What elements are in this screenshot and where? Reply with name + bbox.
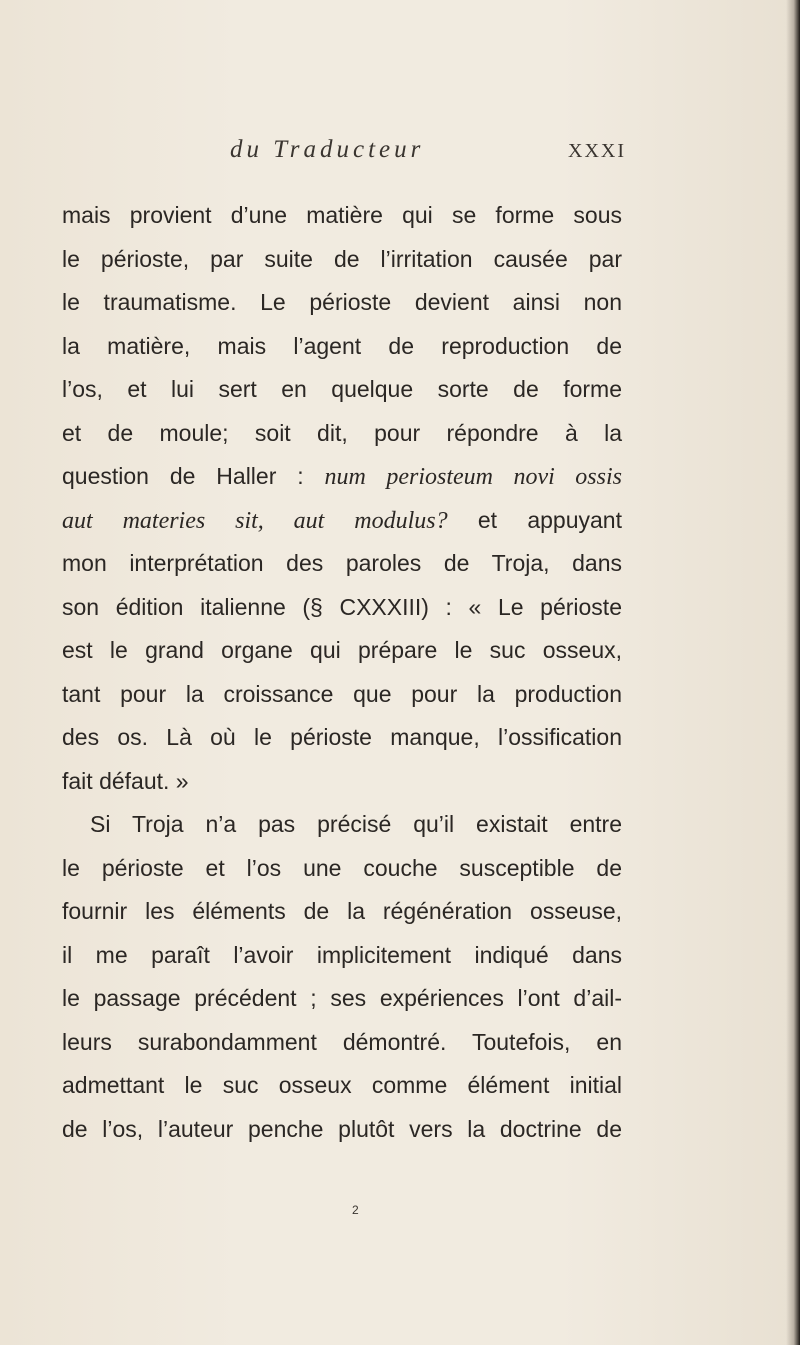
text-line: l’os, et lui sert en quelque sorte de forme	[62, 376, 622, 402]
text-line: fournir les éléments de la régénération osseuse,	[62, 898, 622, 924]
text-segment: question de Haller :	[62, 463, 325, 489]
text-line: de l’os, l’auteur penche plutôt vers la doctrine de	[62, 1115, 622, 1142]
text-line: est le grand organe qui prépare le suc osseux,	[62, 637, 622, 663]
latin-quote: num periosteum novi ossis	[324, 464, 622, 490]
text-line: leurs surabondamment démontré. Toutefois, en	[62, 1028, 622, 1055]
text-line: le passage précédent ; ses expériences l’ont d’ail-	[62, 985, 622, 1011]
text-line: le périoste et l’os une couche susceptible de	[62, 854, 622, 881]
text-line: et de moule; soit dit, pour répondre à la	[62, 419, 622, 446]
running-title: du Traducteur	[230, 136, 425, 163]
signature-mark: 2	[352, 1203, 359, 1217]
page-number: XXXI	[568, 140, 626, 162]
text-line: tant pour la croissance que pour la production	[62, 680, 622, 707]
text-line: Si Troja n’a pas précisé qu’il existait entre	[90, 811, 622, 837]
body-text	[62, 194, 622, 1151]
text-line	[62, 455, 622, 499]
text-line: fait défaut. »	[62, 767, 189, 794]
text-line: le traumatisme. Le périoste devient ainsi non	[62, 289, 622, 315]
text-line: mon interprétation des paroles de Troja, dans	[62, 550, 622, 576]
page-header	[0, 136, 800, 176]
text-line: mais provient d’une matière qui se forme sous	[62, 202, 622, 228]
text-line: la matière, mais l’agent de reproduction de	[62, 332, 622, 359]
text-line: le périoste, par suite de l’irritation causée par	[62, 245, 622, 272]
text-line: son édition italienne (§ CXXXIII) : « Le périoste	[62, 593, 622, 620]
text-line: admettant le suc osseux comme élément initial	[62, 1072, 622, 1098]
text-line: il me paraît l’avoir implicitement indiqué dans	[62, 941, 622, 968]
text-segment: et appuyant	[447, 506, 622, 533]
text-line: des os. Là où le périoste manque, l’ossification	[62, 724, 622, 750]
latin-quote: aut materies sit, aut modulus?	[62, 507, 448, 534]
text-line	[62, 499, 622, 543]
page-edge-shadow	[786, 0, 800, 1345]
